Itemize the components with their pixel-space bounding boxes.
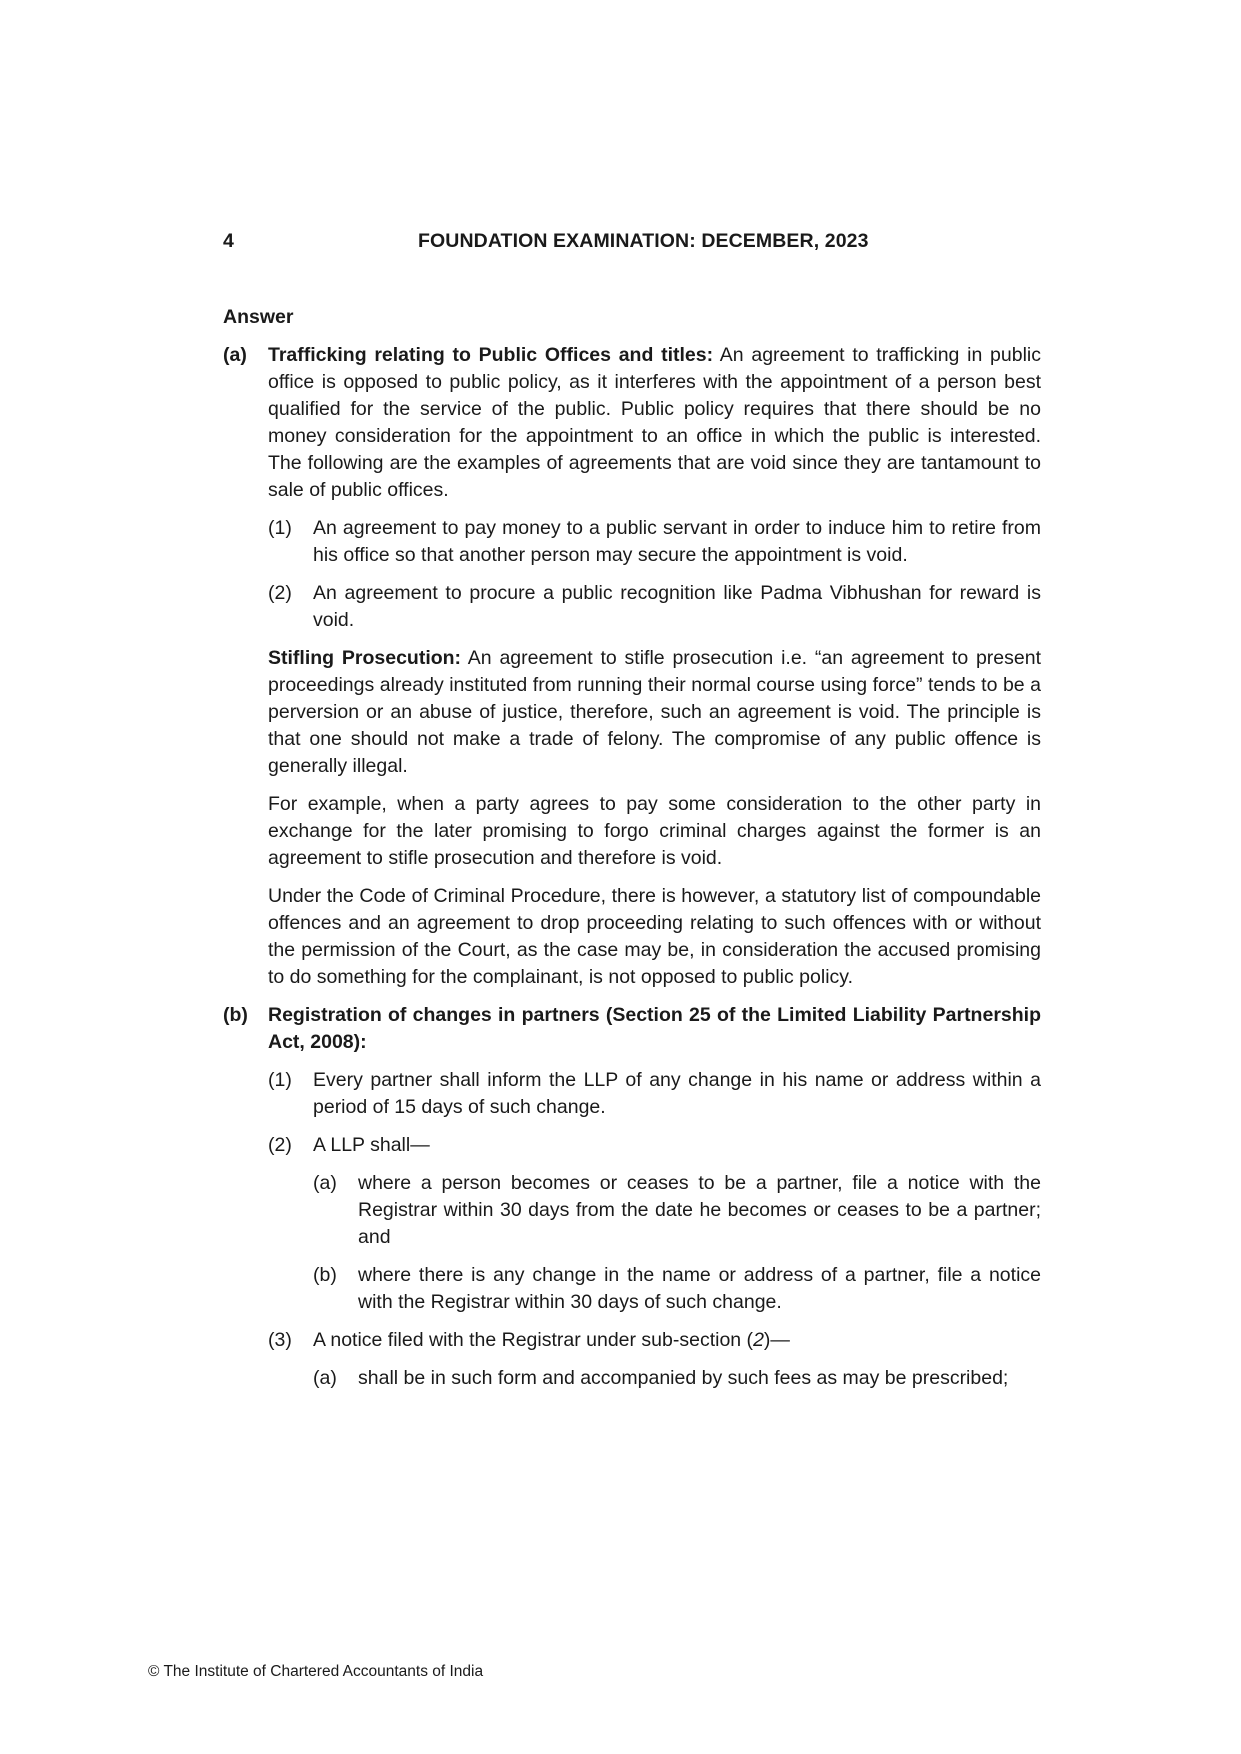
clause-3-subsection-ref: 2 xyxy=(753,1329,764,1351)
stifling-prosecution-paragraph xyxy=(268,645,1041,780)
stifling-prosecution-title: Stifling Prosecution: xyxy=(268,647,462,669)
answer-heading: Answer xyxy=(223,306,294,328)
clause-3a-text: shall be in such form and accompanied by such fees as may be prescribed; xyxy=(358,1367,1009,1389)
clause-1-text: Every partner shall inform the LLP of any change in his name or address within a period of 15 days of such change. xyxy=(313,1069,1041,1118)
example-2-text: An agreement to procure a public recognition like Padma Vibhushan for reward is void. xyxy=(313,582,1041,631)
clause-2b xyxy=(313,1262,1041,1316)
page-number: 4 xyxy=(223,230,234,252)
example-paragraph: For example, when a party agrees to pay some consideration to the other party in exchange for the later promising to forgo criminal charges against the former is an agreement to stifle prosecution and therefore is void. xyxy=(268,793,1041,869)
clause-3-text-post: )— xyxy=(763,1329,790,1351)
clause-2b-text: where there is any change in the name or address of a partner, file a notice with the Registrar within 30 days of such change. xyxy=(358,1264,1041,1313)
copyright-footer: © The Institute of Chartered Accountants of India xyxy=(148,1663,484,1680)
clause-3-text-pre: A notice filed with the Registrar under sub-section ( xyxy=(313,1329,754,1351)
clause-2 xyxy=(268,1132,1041,1159)
code-paragraph: Under the Code of Criminal Procedure, there is however, a statutory list of compoundable offences and an agreement to drop proceeding relating to such offences with or without the permission of the Court, as the case may be, in consideration the accused promising to do something for the complainant, is not opposed to public policy. xyxy=(268,885,1041,988)
clause-2-text: A LLP shall— xyxy=(313,1134,430,1156)
clause-2a xyxy=(313,1170,1041,1251)
answer-part-b xyxy=(223,1002,1041,1056)
clause-1-marker: (1) xyxy=(268,1069,292,1091)
clause-2a-marker: (a) xyxy=(313,1172,337,1194)
example-2 xyxy=(268,580,1041,634)
part-b-marker: (b) xyxy=(223,1004,248,1026)
example-1 xyxy=(268,515,1041,569)
stifling-prosecution-text: An agreement to stifle prosecution i.e. “an agreement to present proceedings already instituted from running their normal course using force” tends to be a perversion or an abuse of justice, therefore, such an agreement is void. The principle is that one should not make a trade of felony. The compromise of any public offence is generally illegal. xyxy=(268,647,1042,777)
answer-body xyxy=(223,342,1041,1403)
clause-2-marker: (2) xyxy=(268,1134,292,1156)
clause-2a-text: where a person becomes or ceases to be a partner, file a notice with the Registrar within 30 days from the date he becomes or ceases to be a partner; and xyxy=(358,1172,1041,1248)
example-2-marker: (2) xyxy=(268,582,292,604)
part-a-title: Trafficking relating to Public Offices and titles: xyxy=(268,344,714,366)
example-1-marker: (1) xyxy=(268,517,292,539)
part-a-marker: (a) xyxy=(223,344,247,366)
answer-part-a xyxy=(223,342,1041,504)
clause-2b-marker: (b) xyxy=(313,1264,337,1286)
running-title: FOUNDATION EXAMINATION: DECEMBER, 2023 xyxy=(418,230,869,252)
example-1-text: An agreement to pay money to a public servant in order to induce him to retire from his office so that another person may secure the appointment is void. xyxy=(313,517,1041,566)
clause-1 xyxy=(268,1067,1041,1121)
part-a-text: An agreement to trafficking in public office is opposed to public policy, as it interferes with the appointment of a person best qualified for the service of the public. Public policy requires that there should be no money consideration for the appointment to an office in which the public is interested. The following are the examples of agreements that are void since they are tantamount to sale of public offices. xyxy=(268,344,1041,501)
clause-3a xyxy=(313,1365,1041,1392)
clause-3-marker: (3) xyxy=(268,1329,292,1351)
clause-3a-marker: (a) xyxy=(313,1367,337,1389)
part-b-title: Registration of changes in partners (Section 25 of the Limited Liability Partnership Act, 2008): xyxy=(268,1004,1041,1053)
clause-3 xyxy=(268,1327,1041,1354)
